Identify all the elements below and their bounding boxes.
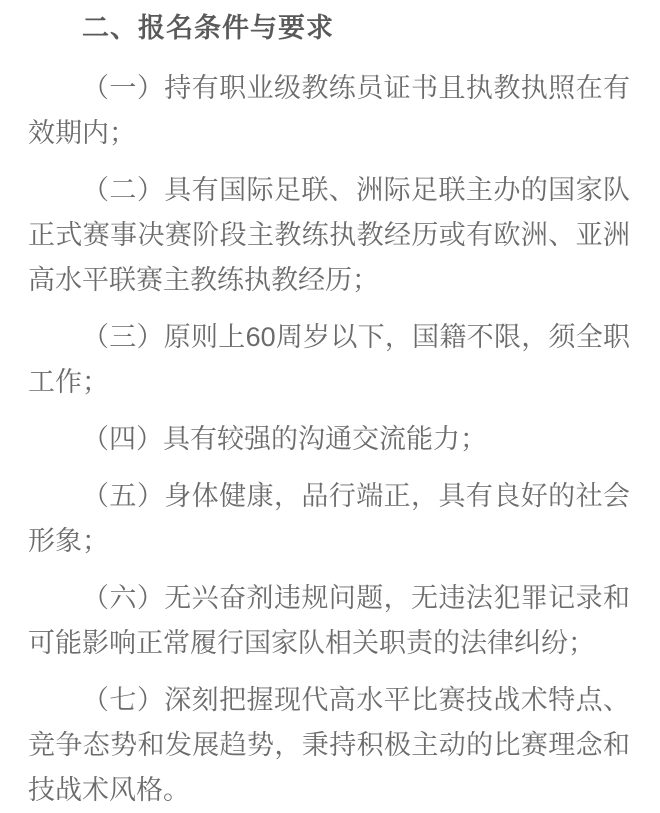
requirement-item-7: （七）深刻把握现代高水平比赛技战术特点、竞争态势和发展趋势，秉持积极主动的比赛理念和技战术风格。: [28, 685, 630, 805]
requirement-item-4: （四）具有较强的沟通交流能力；: [82, 424, 487, 454]
requirement-item-5: （五）身体健康，品行端正，具有良好的社会形象；: [28, 481, 630, 556]
requirement-item-3: （三）原则上60周岁以下，国籍不限，须全职工作；: [28, 322, 630, 397]
requirement-item-1: （一）持有职业级教练员证书且执教执照在有效期内；: [28, 73, 630, 148]
requirement-item-6: （六）无兴奋剂违规问题，无违法犯罪记录和可能影响正常履行国家队相关职责的法律纠纷；: [28, 583, 630, 658]
section-heading: 二、报名条件与要求: [82, 13, 334, 43]
requirement-item-2: （二）具有国际足联、洲际足联主办的国家队正式赛事决赛阶段主教练执教经历或有欧洲、亚洲高水平联赛主教练执教经历；: [28, 175, 630, 295]
